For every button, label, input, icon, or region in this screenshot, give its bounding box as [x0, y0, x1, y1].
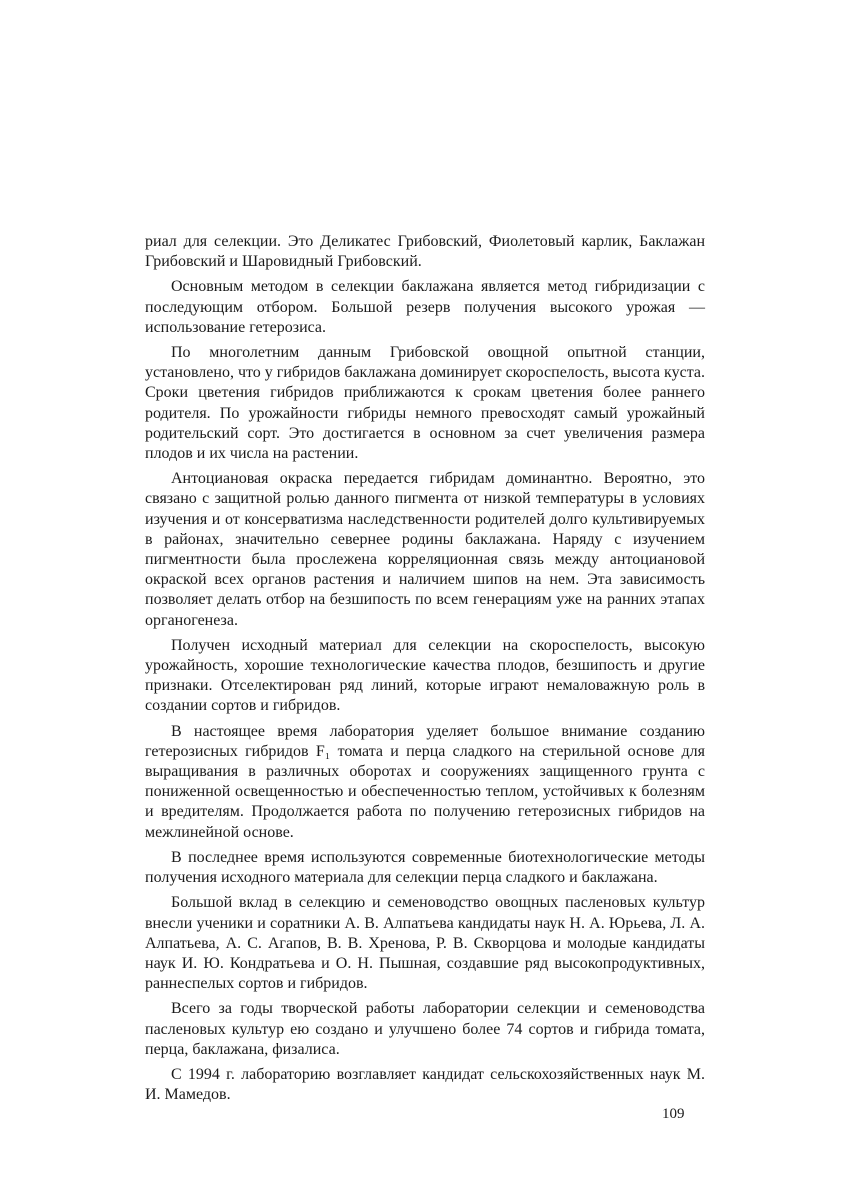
paragraph-3: По многолетним данным Грибовской овощной опытной станции, установлено, что у гибридов баклажана доминирует скороспелость, высота куста. Сроки цветения гибридов приближаются к срокам цветения более раннего родителя. По урожайности гибриды немного превосходят самый урожайный родительский сорт. Это достигается в основном за счет увеличения размера плодов и их числа на растении.	[145, 344, 705, 463]
paragraph-2: Основным методом в селекции баклажана является метод гибридизации с последующим отбором. Большой резерв получения высокого урожая — использование гетерозиса.	[145, 278, 705, 336]
paragraph-4: Антоциановая окраска передается гибридам доминантно. Вероятно, это связано с защитной ролью данного пигмента от низкой температуры в условиях изучения и от консерватизма наследственности родителей долго культивируемых в районах, значительно севернее родины баклажана. Наряду с изучением пигментности была прослежена корреляционная связь между антоциановой окраской всех органов растения и наличием шипов на нем. Эта зависимость позволяет делать отбор на безшипость по всем генерациям уже на ранних этапах органогенеза.	[145, 470, 705, 629]
page-number: 109	[662, 1106, 685, 1122]
body-text	[145, 232, 705, 1110]
paragraph-5: Получен исходный материал для селекции на скороспелость, высокую урожайность, хорошие технологические качества плодов, безшипость и другие признаки. Отселектирован ряд линий, которые играют немаловажную роль в создании сортов и гибридов.	[145, 636, 705, 715]
paragraph-10: С 1994 г. лабораторию возглавляет кандидат сельскохозяйственных наук М. И. Мамедов.	[145, 1065, 705, 1104]
paragraph-1: риал для селекции. Это Деликатес Грибовский, Фиолетовый карлик, Баклажан Грибовский и Шаровидный Грибовский.	[145, 233, 705, 271]
paragraph-6: В настоящее время лаборатория уделяет большое внимание созданию гетерозисных гибридов F₁ томата и перца сладкого на стерильной основе для выращивания в различных оборотах и сооружениях защищенного грунта с пониженной освещенностью и обеспеченностью теплом, устойчивых к болезням и вредителям. Продолжается работа по получению гетерозисных гибридов на межлинейной основе.	[145, 722, 705, 841]
paragraph-7: В последнее время используются современные биотехнологические методы получения исходного материала для селекции перца сладкого и баклажана.	[145, 848, 705, 887]
paragraph-9: Всего за годы творческой работы лаборатории селекции и семеноводства пасленовых культур ею создано и улучшено более 74 сортов и гибрида томата, перца, баклажана, физалиса.	[145, 1000, 705, 1058]
paragraph-8: Большой вклад в селекцию и семеноводство овощных пасленовых культур внесли ученики и соратники А. В. Алпатьева кандидаты наук Н. А. Юрьева, Л. А. Алпатьева, А. С. Агапов, В. В. Хренова, Р. В. Скворцова и молодые кандидаты наук И. Ю. Кондратьева и О. Н. Пышная, создавшие ряд высокопродуктивных, раннеспелых сортов и гибридов.	[145, 894, 705, 993]
